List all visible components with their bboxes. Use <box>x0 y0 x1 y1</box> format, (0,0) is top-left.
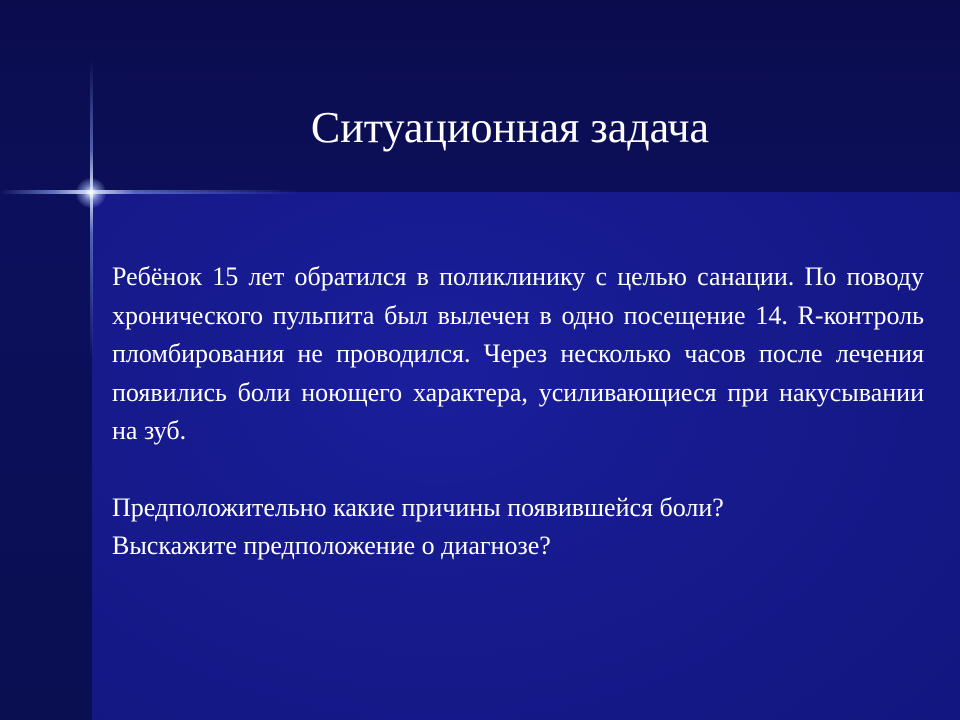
light-flare-vertical <box>90 60 93 360</box>
slide-title: Ситуационная задача <box>310 103 710 152</box>
header-band <box>0 0 960 192</box>
light-flare-icon <box>76 178 106 208</box>
question-1: Предположительно какие причины появившейся боли? <box>112 492 724 522</box>
paragraph-gap <box>112 451 924 489</box>
question-2: Выскажите предположение о диагнозе? <box>112 531 551 560</box>
left-strip <box>0 192 92 720</box>
slide-body <box>112 258 924 566</box>
light-flare-horizontal <box>0 190 300 194</box>
case-description: Ребёнок 15 лет обратился в поликлинику с целью санации. По поводу хронического пульпита был вылечен в одно посещение 14. R-контроль пломбирования не проводился. Через несколько часов после лечения появились боли ноющего характера, усиливающиеся при накусывании на зуб. <box>112 262 924 445</box>
